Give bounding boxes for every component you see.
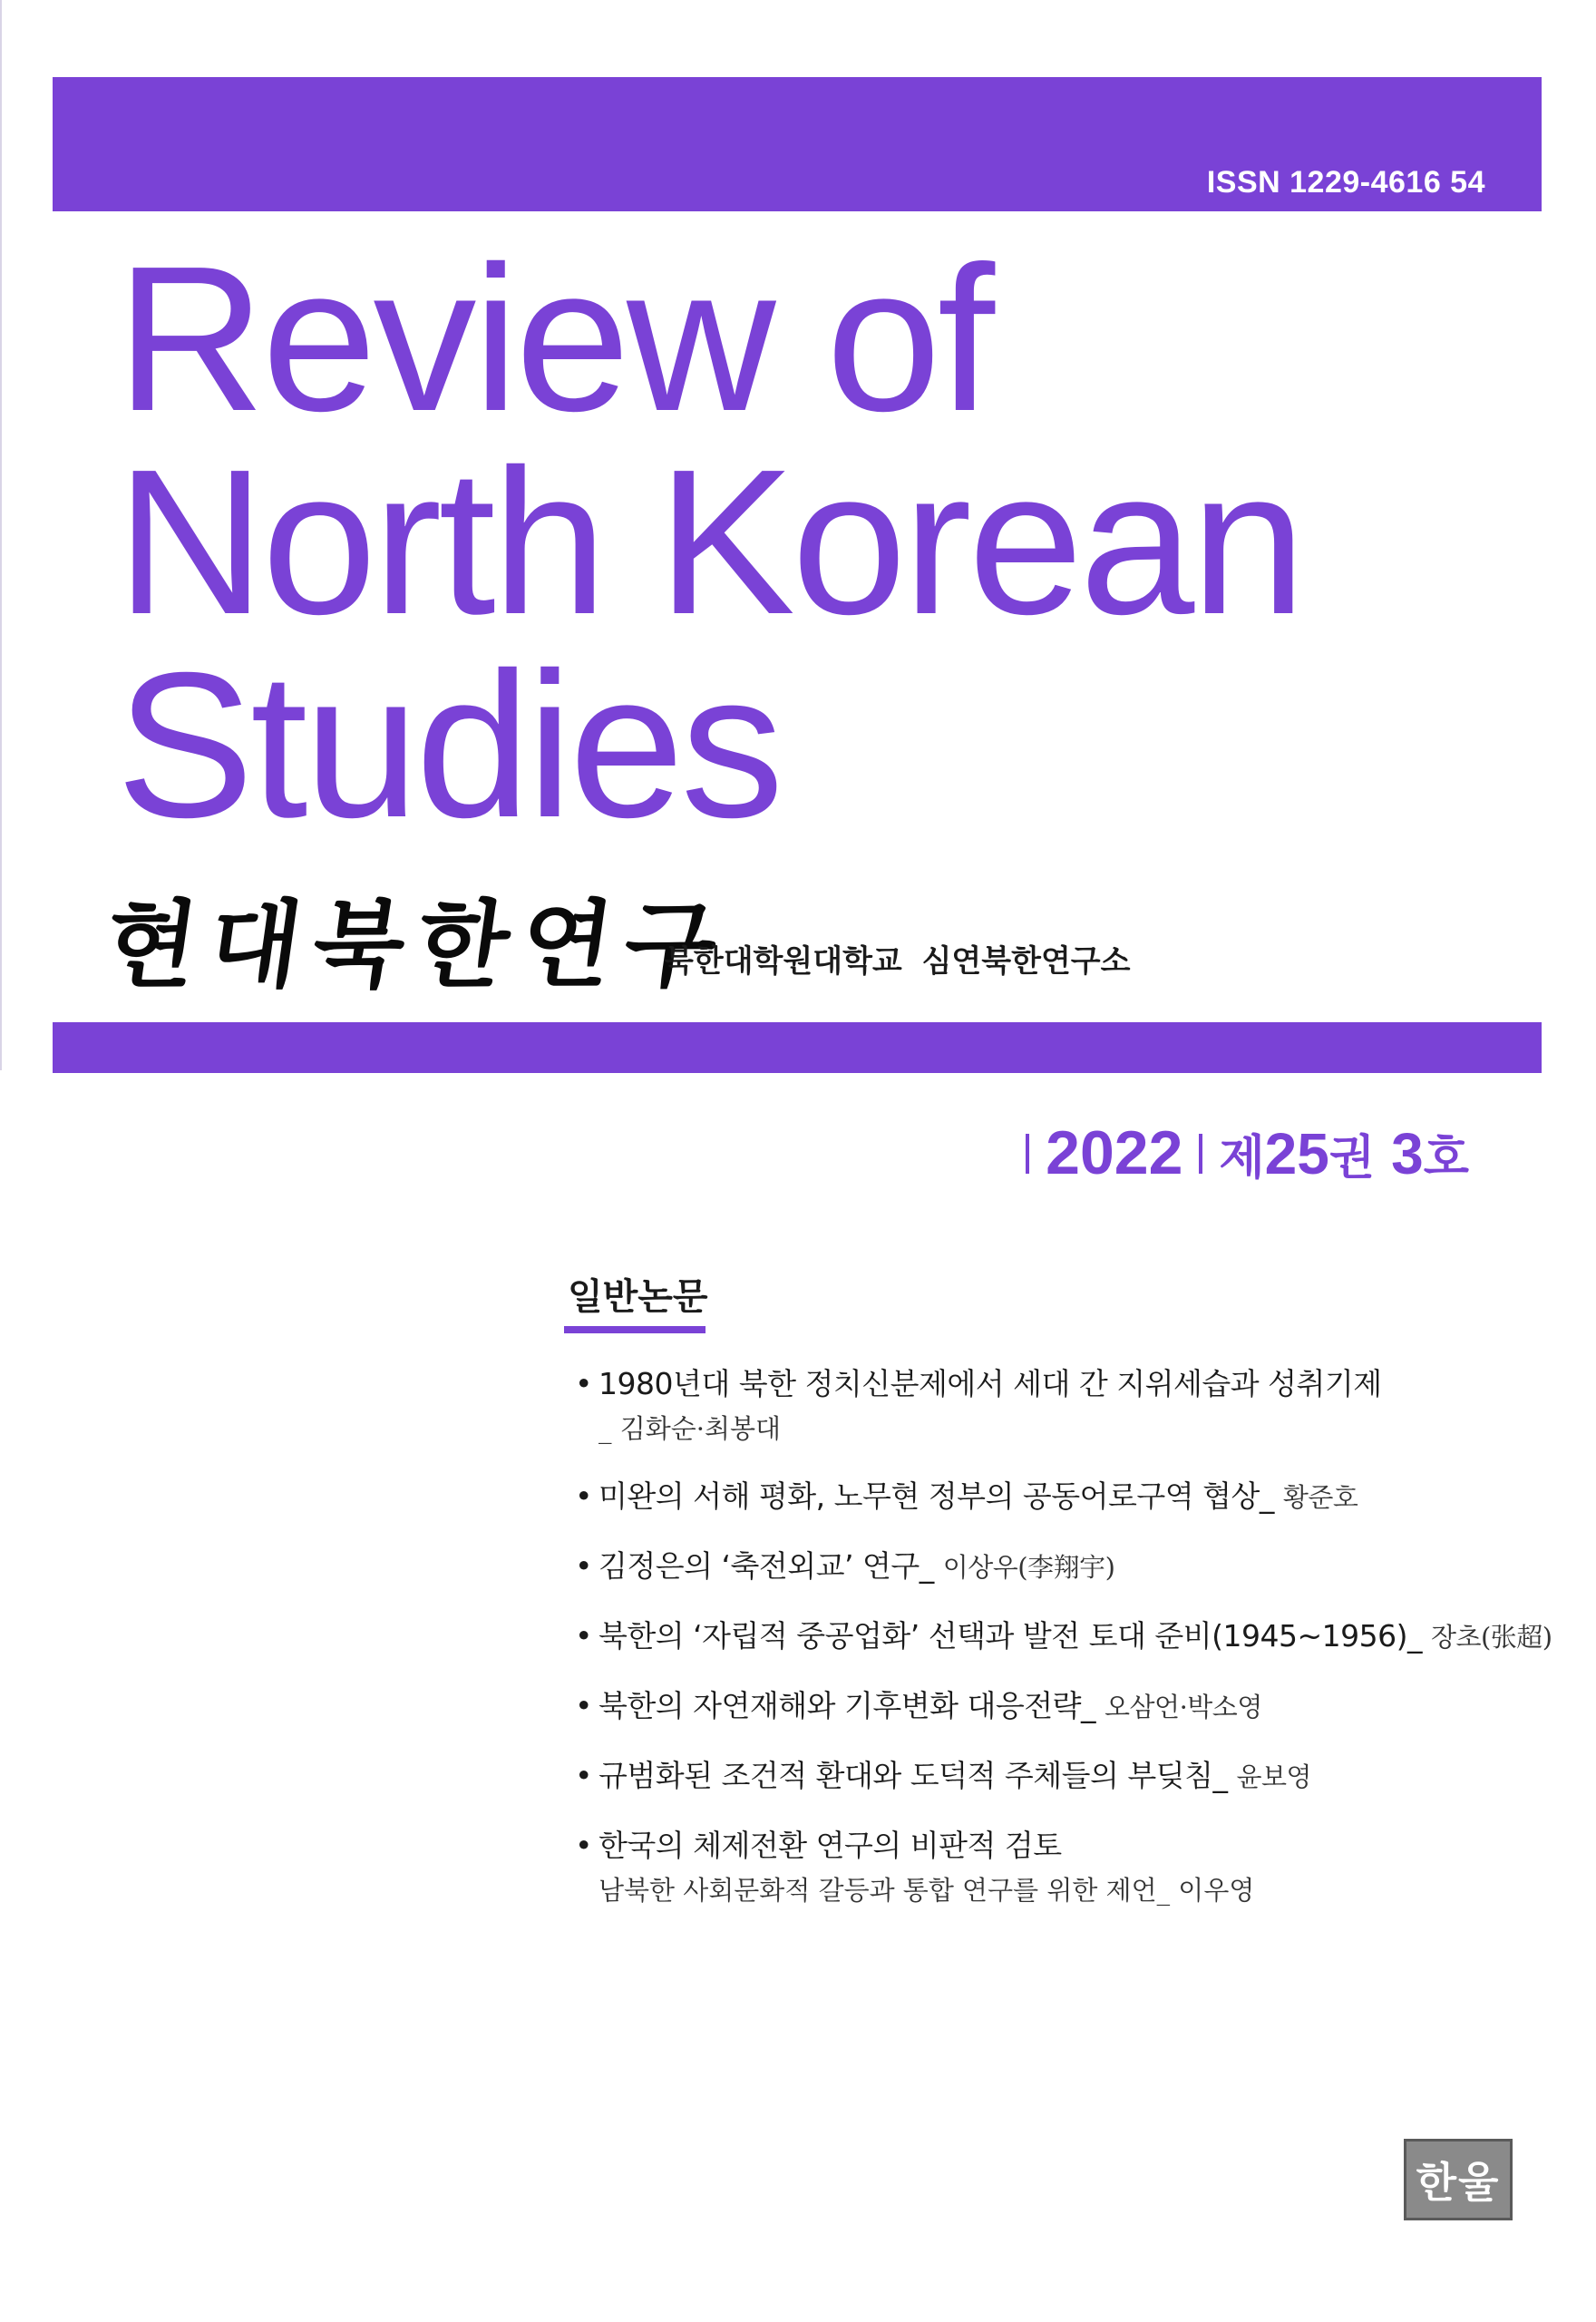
publisher-logo: 한울 xyxy=(1404,2139,1513,2220)
article-title: 1980년대 북한 정치신분제에서 세대 간 지위세습과 성취기제 xyxy=(598,1366,1382,1401)
issue-volume: 제25권 3호 xyxy=(1219,1121,1469,1186)
list-item: • 미완의 서해 평화, 노무현 정부의 공동어로구역 협상_ 황준호 xyxy=(575,1478,1358,1514)
article-subtitle: 남북한 사회문화적 갈등과 통합 연구를 위한 제언_ 이우영 xyxy=(598,1875,1255,1906)
article-author: 황준호 xyxy=(1282,1482,1358,1513)
table-of-contents xyxy=(575,1361,1572,1935)
issue-info xyxy=(1009,1117,1469,1188)
list-item: • 김정은의 ‘축전외교’ 연구_ 이상우(李翔宇) xyxy=(575,1548,1115,1584)
header-band xyxy=(53,77,1542,211)
issue-separator xyxy=(1026,1134,1029,1174)
article-title: 미완의 서해 평화, 노무현 정부의 공동어로구역 협상_ xyxy=(598,1478,1274,1514)
publisher-institute: 북한대학원대학교 심연북한연구소 xyxy=(664,943,1131,980)
section-heading: 일반논문 xyxy=(568,1276,708,1318)
journal-title-english xyxy=(116,224,1303,861)
title-line-3: Studies xyxy=(116,630,781,861)
article-author: 장초(张超) xyxy=(1430,1622,1552,1653)
divider-band xyxy=(53,1022,1542,1073)
title-line-1: Review of xyxy=(116,224,992,454)
issue-year: 2022 xyxy=(1046,1118,1183,1187)
list-item: • 규범화된 조건적 환대와 도덕적 주체들의 부딪침_ 윤보영 xyxy=(575,1758,1312,1793)
article-title: 규범화된 조건적 환대와 도덕적 주체들의 부딪침_ xyxy=(598,1758,1228,1793)
article-title: 한국의 체제전환 연구의 비판적 검토 xyxy=(598,1828,1062,1863)
article-author: 이상우(李翔宇) xyxy=(942,1552,1115,1583)
list-item: • 1980년대 북한 정치신분제에서 세대 간 지위세습과 성취기제 _ 김화순·최봉대 xyxy=(575,1361,1572,1446)
page-edge-line xyxy=(0,0,2,1070)
list-item: • 한국의 체제전환 연구의 비판적 검토 남북한 사회문화적 갈등과 통합 연구를 위한 제언_ 이우영 xyxy=(575,1822,1572,1907)
list-item: • 북한의 자연재해와 기후변화 대응전략_ 오삼언·박소영 xyxy=(575,1688,1262,1723)
article-author: 오삼언·박소영 xyxy=(1105,1692,1262,1722)
article-title: 김정은의 ‘축전외교’ 연구_ xyxy=(598,1548,934,1584)
section-underline xyxy=(564,1326,706,1333)
article-title: 북한의 자연재해와 기후변화 대응전략_ xyxy=(598,1688,1096,1723)
issn-number: ISSN 1229-4616 54 xyxy=(1206,165,1485,200)
article-author: 윤보영 xyxy=(1236,1761,1312,1792)
article-title: 북한의 ‘자립적 중공업화’ 선택과 발전 토대 준비(1945~1956)_ xyxy=(598,1618,1422,1654)
article-author: _ 김화순·최봉대 xyxy=(598,1413,782,1444)
list-item: • 북한의 ‘자립적 중공업화’ 선택과 발전 토대 준비(1945~1956)_ 장초(张超) xyxy=(575,1618,1552,1654)
title-line-2: North Korean xyxy=(116,427,1303,658)
issue-separator xyxy=(1199,1134,1202,1174)
journal-title-korean: 현대북한연구 xyxy=(98,889,737,1000)
